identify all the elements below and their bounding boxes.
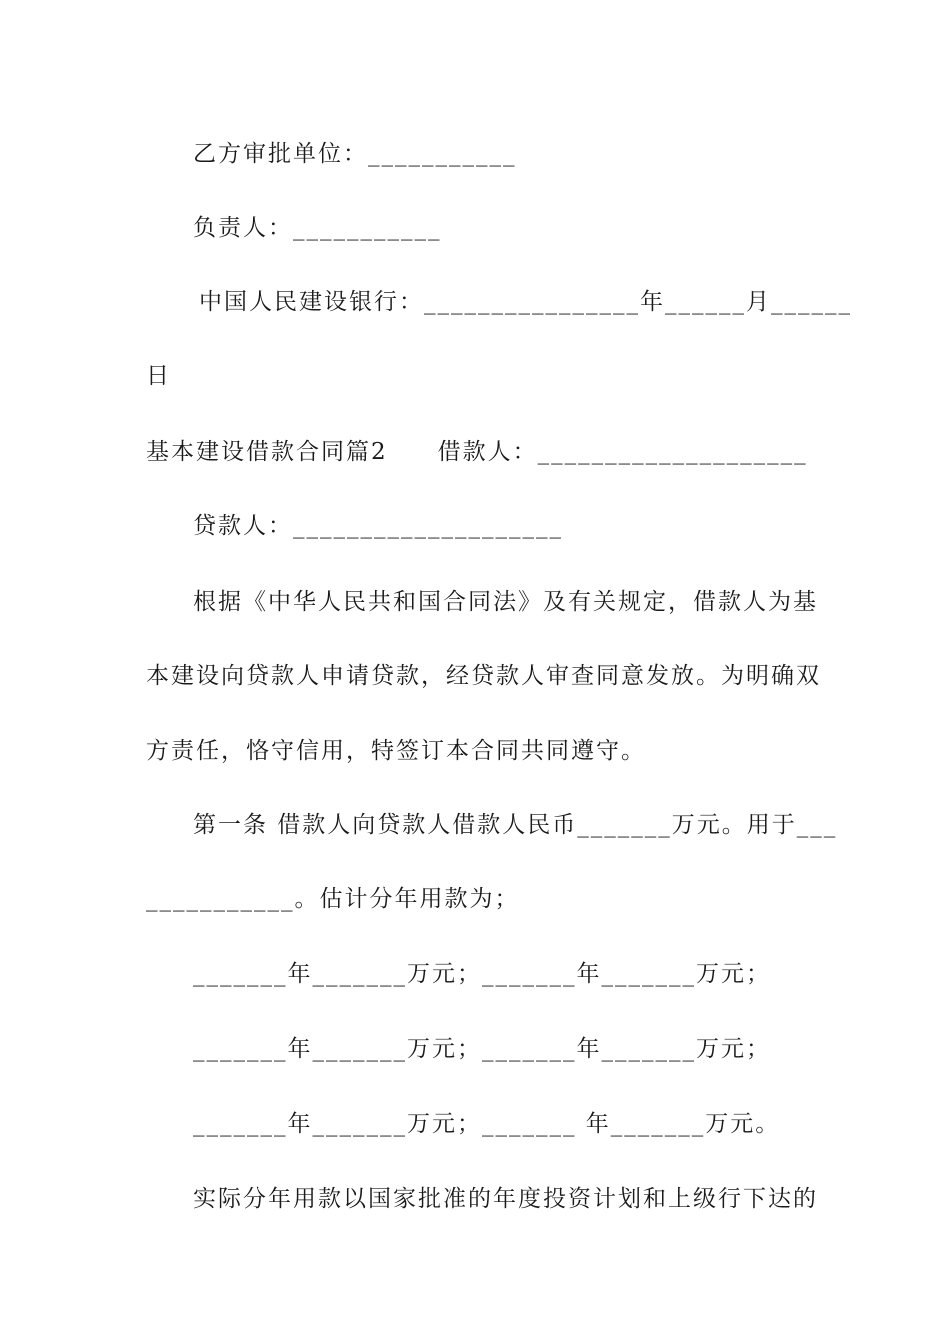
- yearly-amount-line: _______年_______万元；_______年_______万元；: [193, 1036, 771, 1062]
- paragraph-line: 本建设向贷款人申请贷款，经贷款人审查同意发放。为明确双: [146, 663, 821, 689]
- approval-unit-line: 乙方审批单位：___________: [193, 141, 517, 167]
- paragraph-line: 实际分年用款以国家批准的年度投资计划和上级行下达的: [193, 1186, 818, 1212]
- article-one-line: ___________。估计分年用款为；: [146, 886, 520, 912]
- yearly-amount-line: _______年_______万元；_______年_______万元；: [193, 961, 771, 987]
- day-line: 日: [146, 363, 171, 389]
- responsible-person-line: 负责人：___________: [193, 215, 442, 241]
- paragraph-line: 方责任，恪守信用，特签订本合同共同遵守。: [146, 738, 646, 764]
- contract-heading-line: 基本建设借款合同篇2 借款人：____________________: [146, 439, 808, 465]
- yearly-amount-line: _______年_______万元；_______ 年_______万元。: [193, 1111, 781, 1137]
- paragraph-line: 根据《中华人民共和国合同法》及有关规定，借款人为基: [193, 589, 818, 615]
- article-one-line: 第一条 借款人向贷款人借款人民币_______万元。用于___: [193, 812, 838, 838]
- bank-date-line: 中国人民建设银行：________________年______月______: [199, 289, 852, 315]
- lender-line: 贷款人：____________________: [193, 513, 563, 539]
